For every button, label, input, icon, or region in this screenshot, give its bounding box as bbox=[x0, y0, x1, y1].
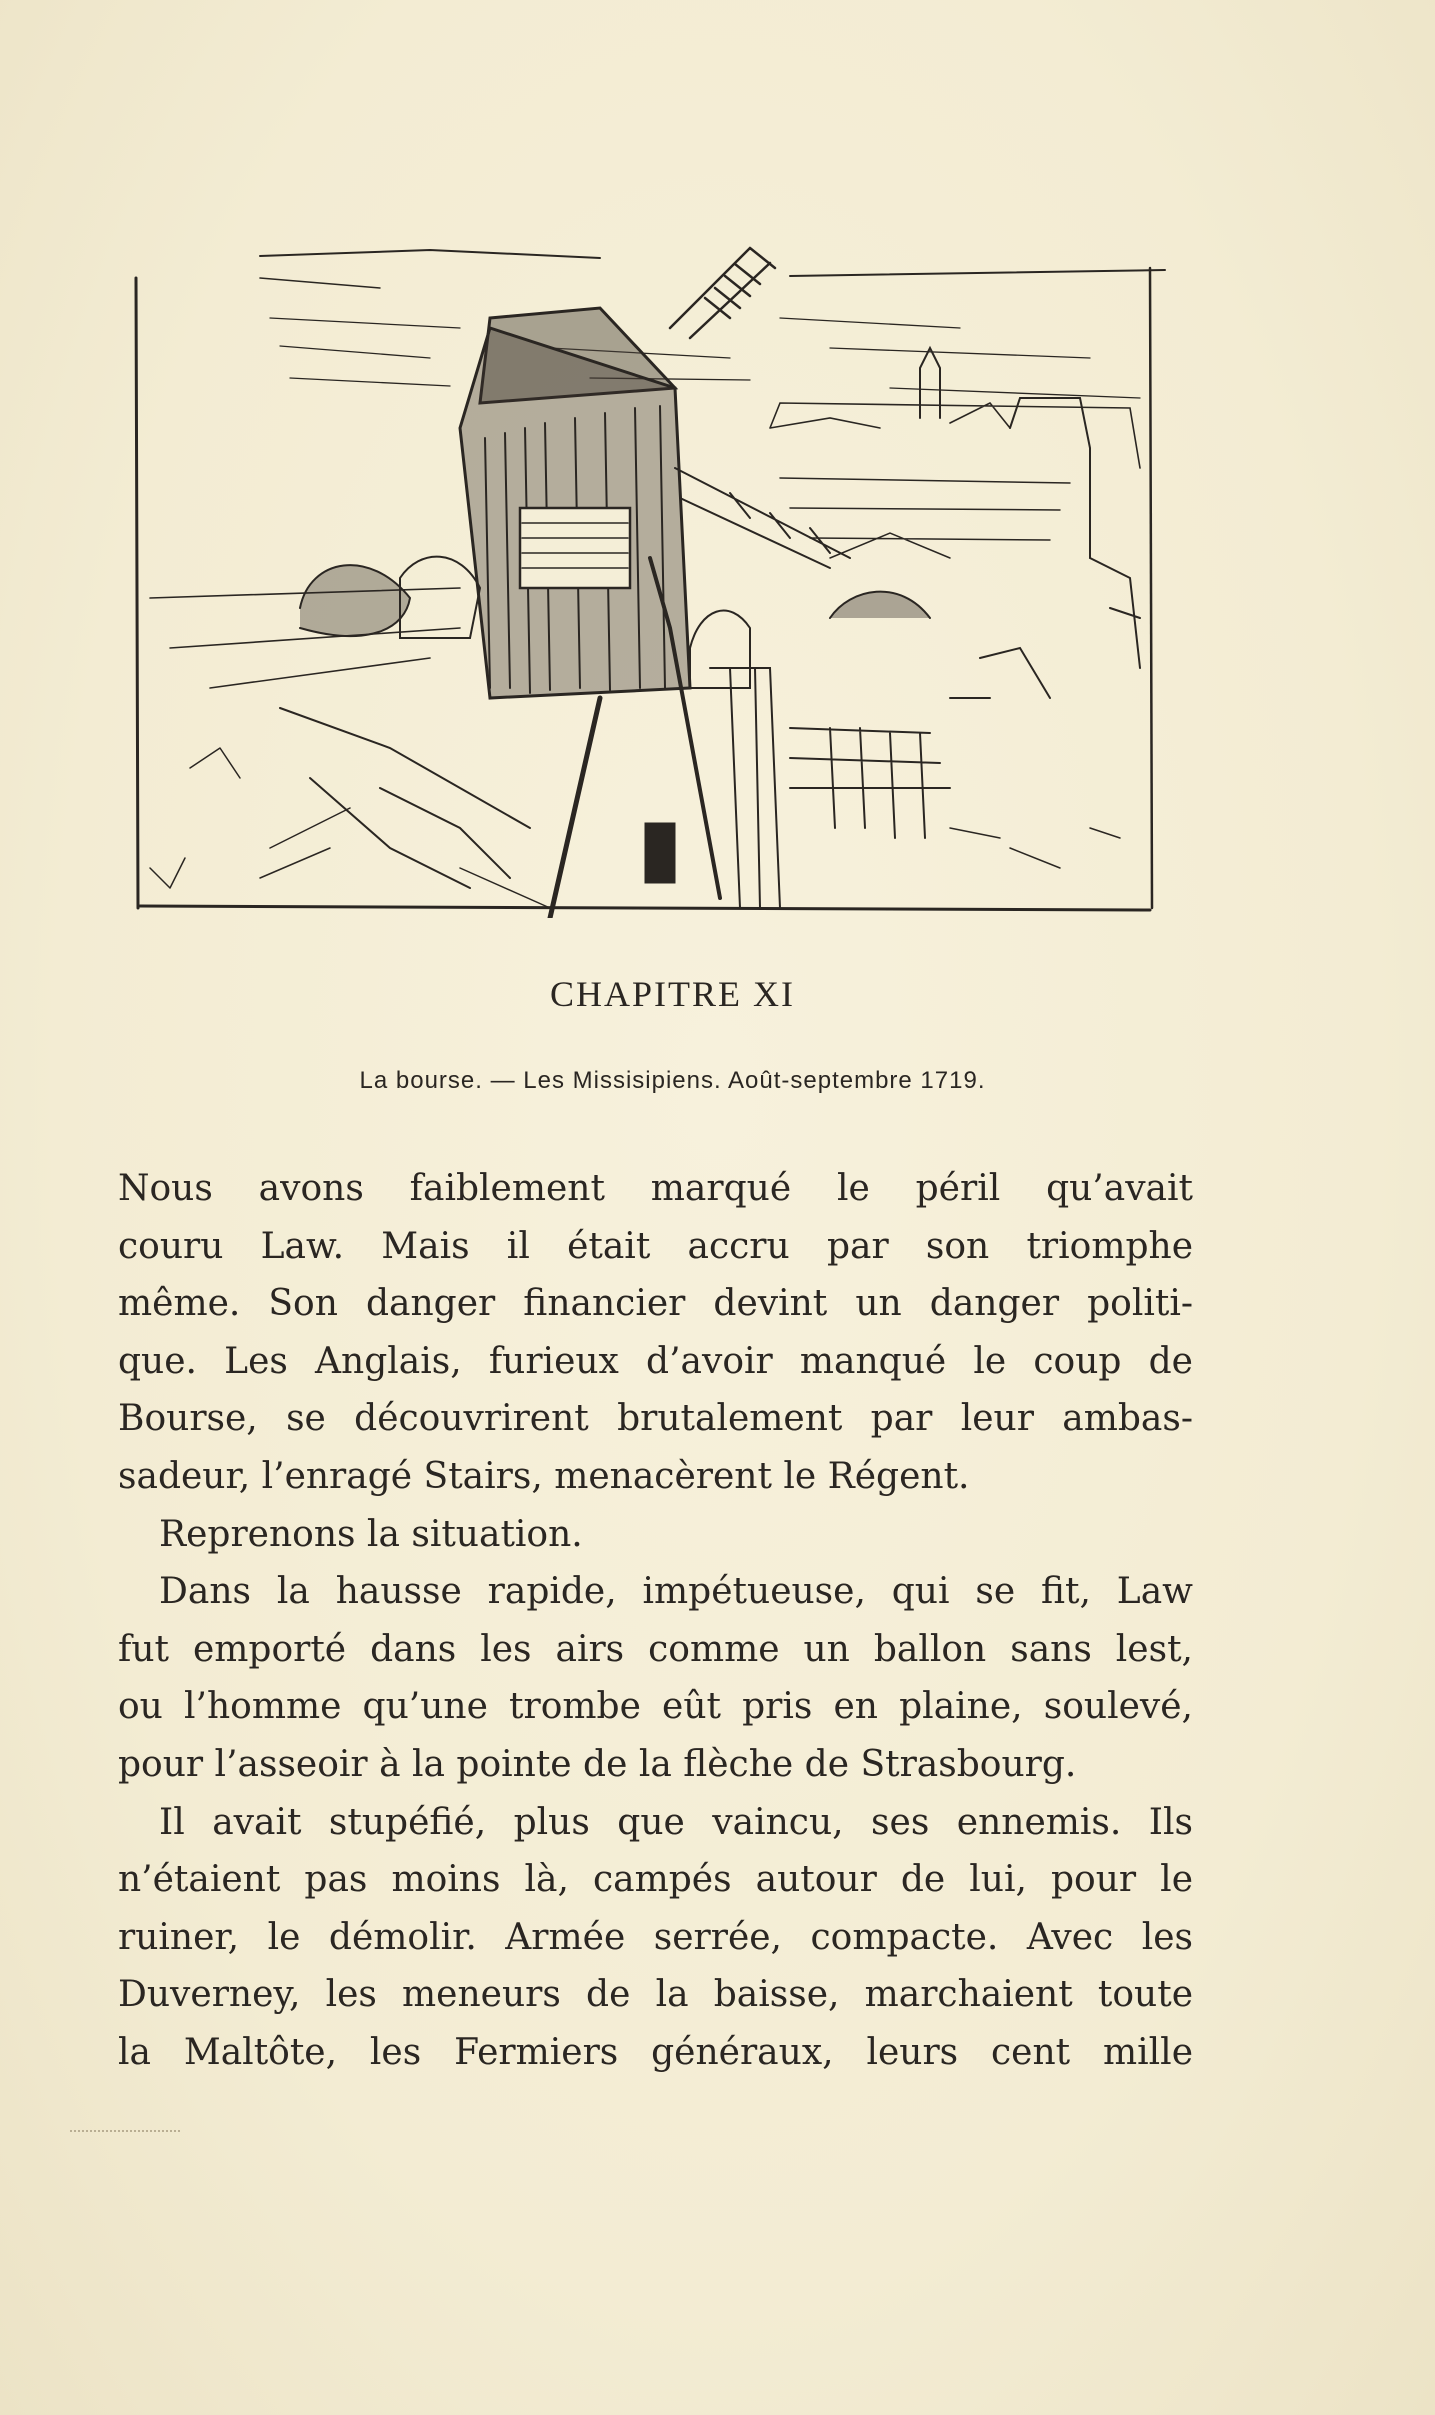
text-line: Nous avons faiblement marqué le péril qu’avait bbox=[118, 1168, 1193, 1209]
text-line: même. Son danger financier devint un danger politi- bbox=[118, 1283, 1193, 1325]
text-line: pour l’asseoir à la pointe de la flèche de Strasbourg. bbox=[118, 1743, 1077, 1785]
text-line: Duverney, les meneurs de la baisse, marchaient toute bbox=[118, 1974, 1193, 2016]
text-line: ruiner, le démolir. Armée serrée, compacte. Avec les bbox=[118, 1916, 1193, 1958]
text-line: que. Les Anglais, furieux d’avoir manqué le coup de bbox=[118, 1340, 1193, 1382]
text-line: fut emporté dans les airs comme un ballon sans lest, bbox=[118, 1628, 1193, 1670]
text-line: n’étaient pas moins là, campés autour de lui, pour le bbox=[118, 1859, 1193, 1901]
body-text bbox=[118, 1160, 1193, 2082]
chapter-summary: La bourse. — Les Missisipiens. Août-septembre 1719. bbox=[359, 1067, 986, 1094]
margin-mark bbox=[70, 2130, 180, 2134]
text-line: la Maltôte, les Fermiers généraux, leurs cent mille bbox=[118, 2031, 1193, 2073]
text-line: sadeur, l’enragé Stairs, menacèrent le Régent. bbox=[118, 1455, 970, 1497]
text-line: Bourse, se découvrirent brutalement par leur ambas- bbox=[118, 1398, 1193, 1440]
text-line: Il avait stupéfié, plus que vaincu, ses ennemis. Ils bbox=[159, 1801, 1193, 1843]
text-line: Dans la hausse rapide, impétueuse, qui se fit, Law bbox=[159, 1571, 1193, 1613]
text-line: Reprenons la situation. bbox=[159, 1513, 583, 1555]
windmill-engraving bbox=[130, 228, 1175, 918]
chapter-title: CHAPITRE XI bbox=[550, 974, 795, 1014]
windmill-illustration bbox=[130, 228, 1175, 918]
text-line: couru Law. Mais il était accru par son triomphe bbox=[118, 1225, 1193, 1267]
text-line: ou l’homme qu’une trombe eût pris en plaine, soulevé, bbox=[118, 1686, 1193, 1728]
